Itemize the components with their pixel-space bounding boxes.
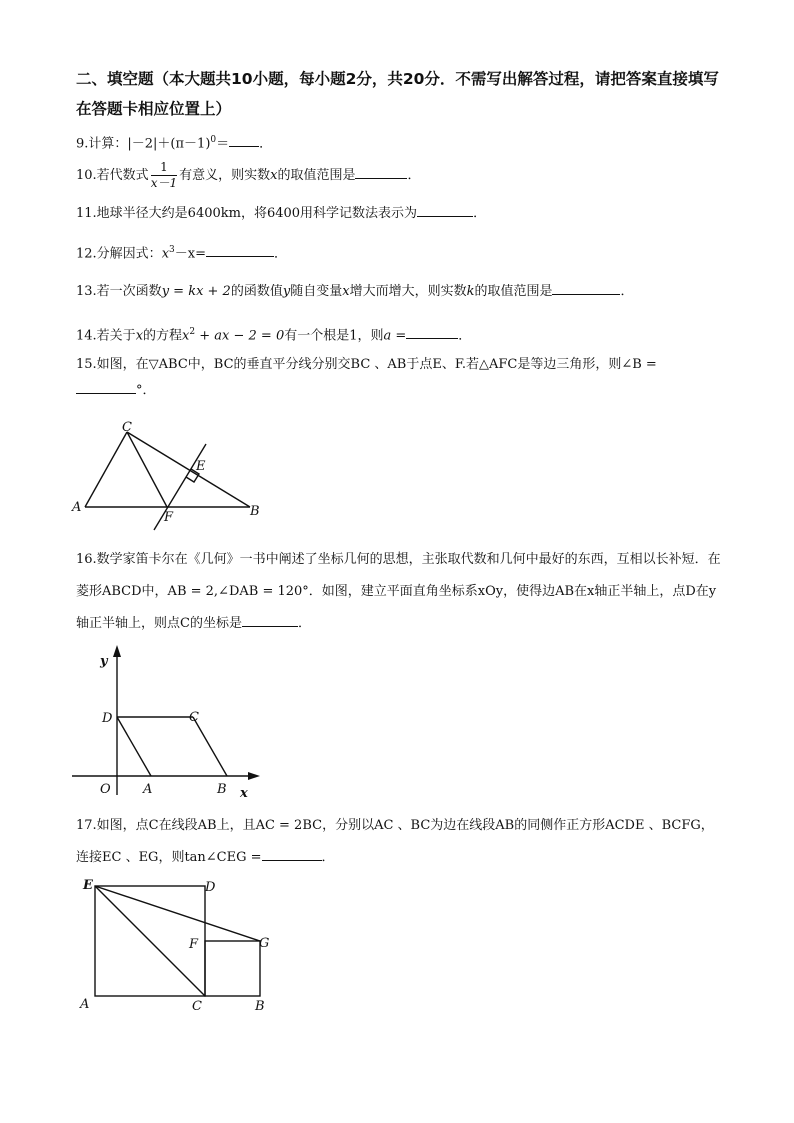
q13-var-y: y — [282, 284, 291, 299]
q16-end: ． — [297, 616, 311, 631]
q12-expr-b: －x= — [174, 246, 206, 262]
question-15 — [76, 352, 726, 404]
square-bcfg — [205, 941, 260, 996]
segment-cf — [127, 432, 167, 507]
q9-equals: ＝ — [216, 136, 230, 152]
label-d: D — [102, 711, 113, 726]
label-c: C — [189, 710, 199, 725]
q13-text-d: 增大而增大，则实数 — [349, 284, 467, 299]
answer-blank[interactable] — [406, 324, 458, 339]
q14-end: ． — [458, 328, 472, 344]
q14-exponent: 2 — [189, 327, 196, 337]
section-title: 二、填空题（本大题共10小题，每小题2分，共20分．不需写出解答过程，请把答案直接填写在答题卡相应位置上） — [76, 70, 719, 118]
label-a: A — [80, 997, 90, 1012]
q10-text-c: 的取值范围是 — [277, 168, 356, 183]
q13-var-k: k — [466, 284, 475, 299]
answer-blank[interactable] — [552, 280, 620, 295]
figure-15 — [70, 422, 270, 537]
label-x: x — [240, 786, 248, 801]
question-16 — [76, 544, 726, 640]
question-12 — [76, 240, 287, 264]
q14-var: x — [135, 328, 144, 344]
segment-da — [117, 717, 151, 776]
label-g: G — [259, 936, 270, 951]
q13-text-b: 的函数值 — [230, 284, 283, 299]
label-a: A — [143, 782, 153, 797]
label-a: A — [72, 500, 82, 515]
q14-expr: x — [182, 328, 190, 344]
q13-text-e: 的取值范围是 — [474, 284, 553, 299]
figure-16 — [72, 645, 272, 805]
q12-exponent: 3 — [169, 245, 175, 255]
answer-blank[interactable] — [417, 202, 473, 217]
label-d: D — [205, 880, 216, 895]
q13-end: ． — [620, 284, 634, 299]
q9-end: ． — [259, 136, 273, 152]
answer-blank[interactable] — [206, 242, 274, 257]
q10-fraction — [151, 160, 177, 191]
segment-ac — [85, 432, 127, 507]
perpendicular-bisector — [154, 444, 206, 530]
label-y: y — [100, 654, 108, 669]
q11-text: 11.地球半径大约是6400km，将6400用科学记数法表示为 — [76, 206, 418, 221]
q13-text-c: 随自变量 — [290, 284, 343, 299]
q10-denominator: x－1 — [150, 176, 178, 190]
question-9 — [76, 130, 272, 154]
q16-text: 16.数学家笛卡尔在《几何》一书中阐述了坐标几何的思想，主张取代数和几何中最好的东西，互相以长补短．在菱形ABCD中，AB = 2,∠DAB = 120°．如图，建立平面直角坐标系xOy，使得边AB在x轴正半轴上，点D在y轴正半轴上，则点C的坐标是 — [76, 552, 721, 631]
q10-numerator: 1 — [151, 160, 177, 176]
label-b: B — [255, 999, 265, 1014]
q9-exponent: 0 — [210, 135, 217, 145]
question-14 — [76, 322, 471, 346]
answer-blank[interactable] — [76, 379, 136, 394]
question-17 — [76, 810, 726, 874]
q17-end: ． — [321, 850, 335, 865]
q15-text: 15.如图，在▽ABC中，BC的垂直平分线分别交BC 、AB于点E、F.若△AFC是等边三角形，则∠B = — [76, 357, 657, 372]
question-10 — [76, 160, 420, 192]
q17-text: 17.如图，点C在线段AB上，且AC = 2BC，分别以AC 、BC为边在线段AB的同侧作正方形ACDE 、BCFG，连接EC 、EG，则tan∠CEG = — [76, 818, 714, 865]
label-c: C — [192, 999, 202, 1014]
q12-text: 12.分解因式： — [76, 246, 162, 262]
label-e: E — [196, 459, 206, 474]
figure-17 — [78, 876, 278, 1016]
label-b: B — [217, 782, 227, 797]
q15-end: °． — [136, 383, 156, 398]
label-o: O — [100, 782, 111, 797]
label-b: B — [250, 504, 260, 519]
q12-expr: x — [161, 246, 170, 262]
y-axis-arrow-icon — [113, 645, 121, 657]
answer-blank[interactable] — [242, 612, 298, 627]
question-11 — [76, 202, 486, 224]
segment-eg — [95, 886, 260, 941]
label-f: F — [164, 510, 174, 525]
label-f: F — [189, 937, 199, 952]
label-e: E — [83, 878, 93, 893]
q13-expr: y = kx + 2 — [161, 284, 231, 299]
q11-end: ． — [473, 206, 487, 221]
q14-expr-c: a = — [383, 328, 407, 344]
x-axis-arrow-icon — [248, 772, 260, 780]
q13-var-x: x — [342, 284, 350, 299]
q10-text: 10.若代数式 — [76, 168, 149, 183]
q12-end: ． — [274, 246, 288, 262]
answer-blank[interactable] — [229, 132, 259, 147]
q10-text-b: 有意义，则实数 — [179, 168, 271, 183]
answer-blank[interactable] — [355, 164, 407, 179]
question-13 — [76, 280, 634, 302]
q14-text-c: 有一个根是1，则 — [284, 328, 384, 344]
answer-blank[interactable] — [262, 846, 322, 861]
q10-var: x — [270, 168, 278, 183]
label-c: C — [122, 420, 132, 435]
segment-cb — [193, 717, 227, 776]
q9-text: 9.计算：|－2|＋(π－1) — [76, 136, 211, 152]
q13-text: 13.若一次函数 — [76, 284, 162, 299]
segment-cb — [127, 432, 250, 507]
q14-text-b: 的方程 — [143, 328, 183, 344]
q10-end: ． — [407, 168, 421, 183]
q14-text: 14.若关于 — [76, 328, 136, 344]
q14-expr-b: + ax − 2 = 0 — [195, 328, 285, 344]
